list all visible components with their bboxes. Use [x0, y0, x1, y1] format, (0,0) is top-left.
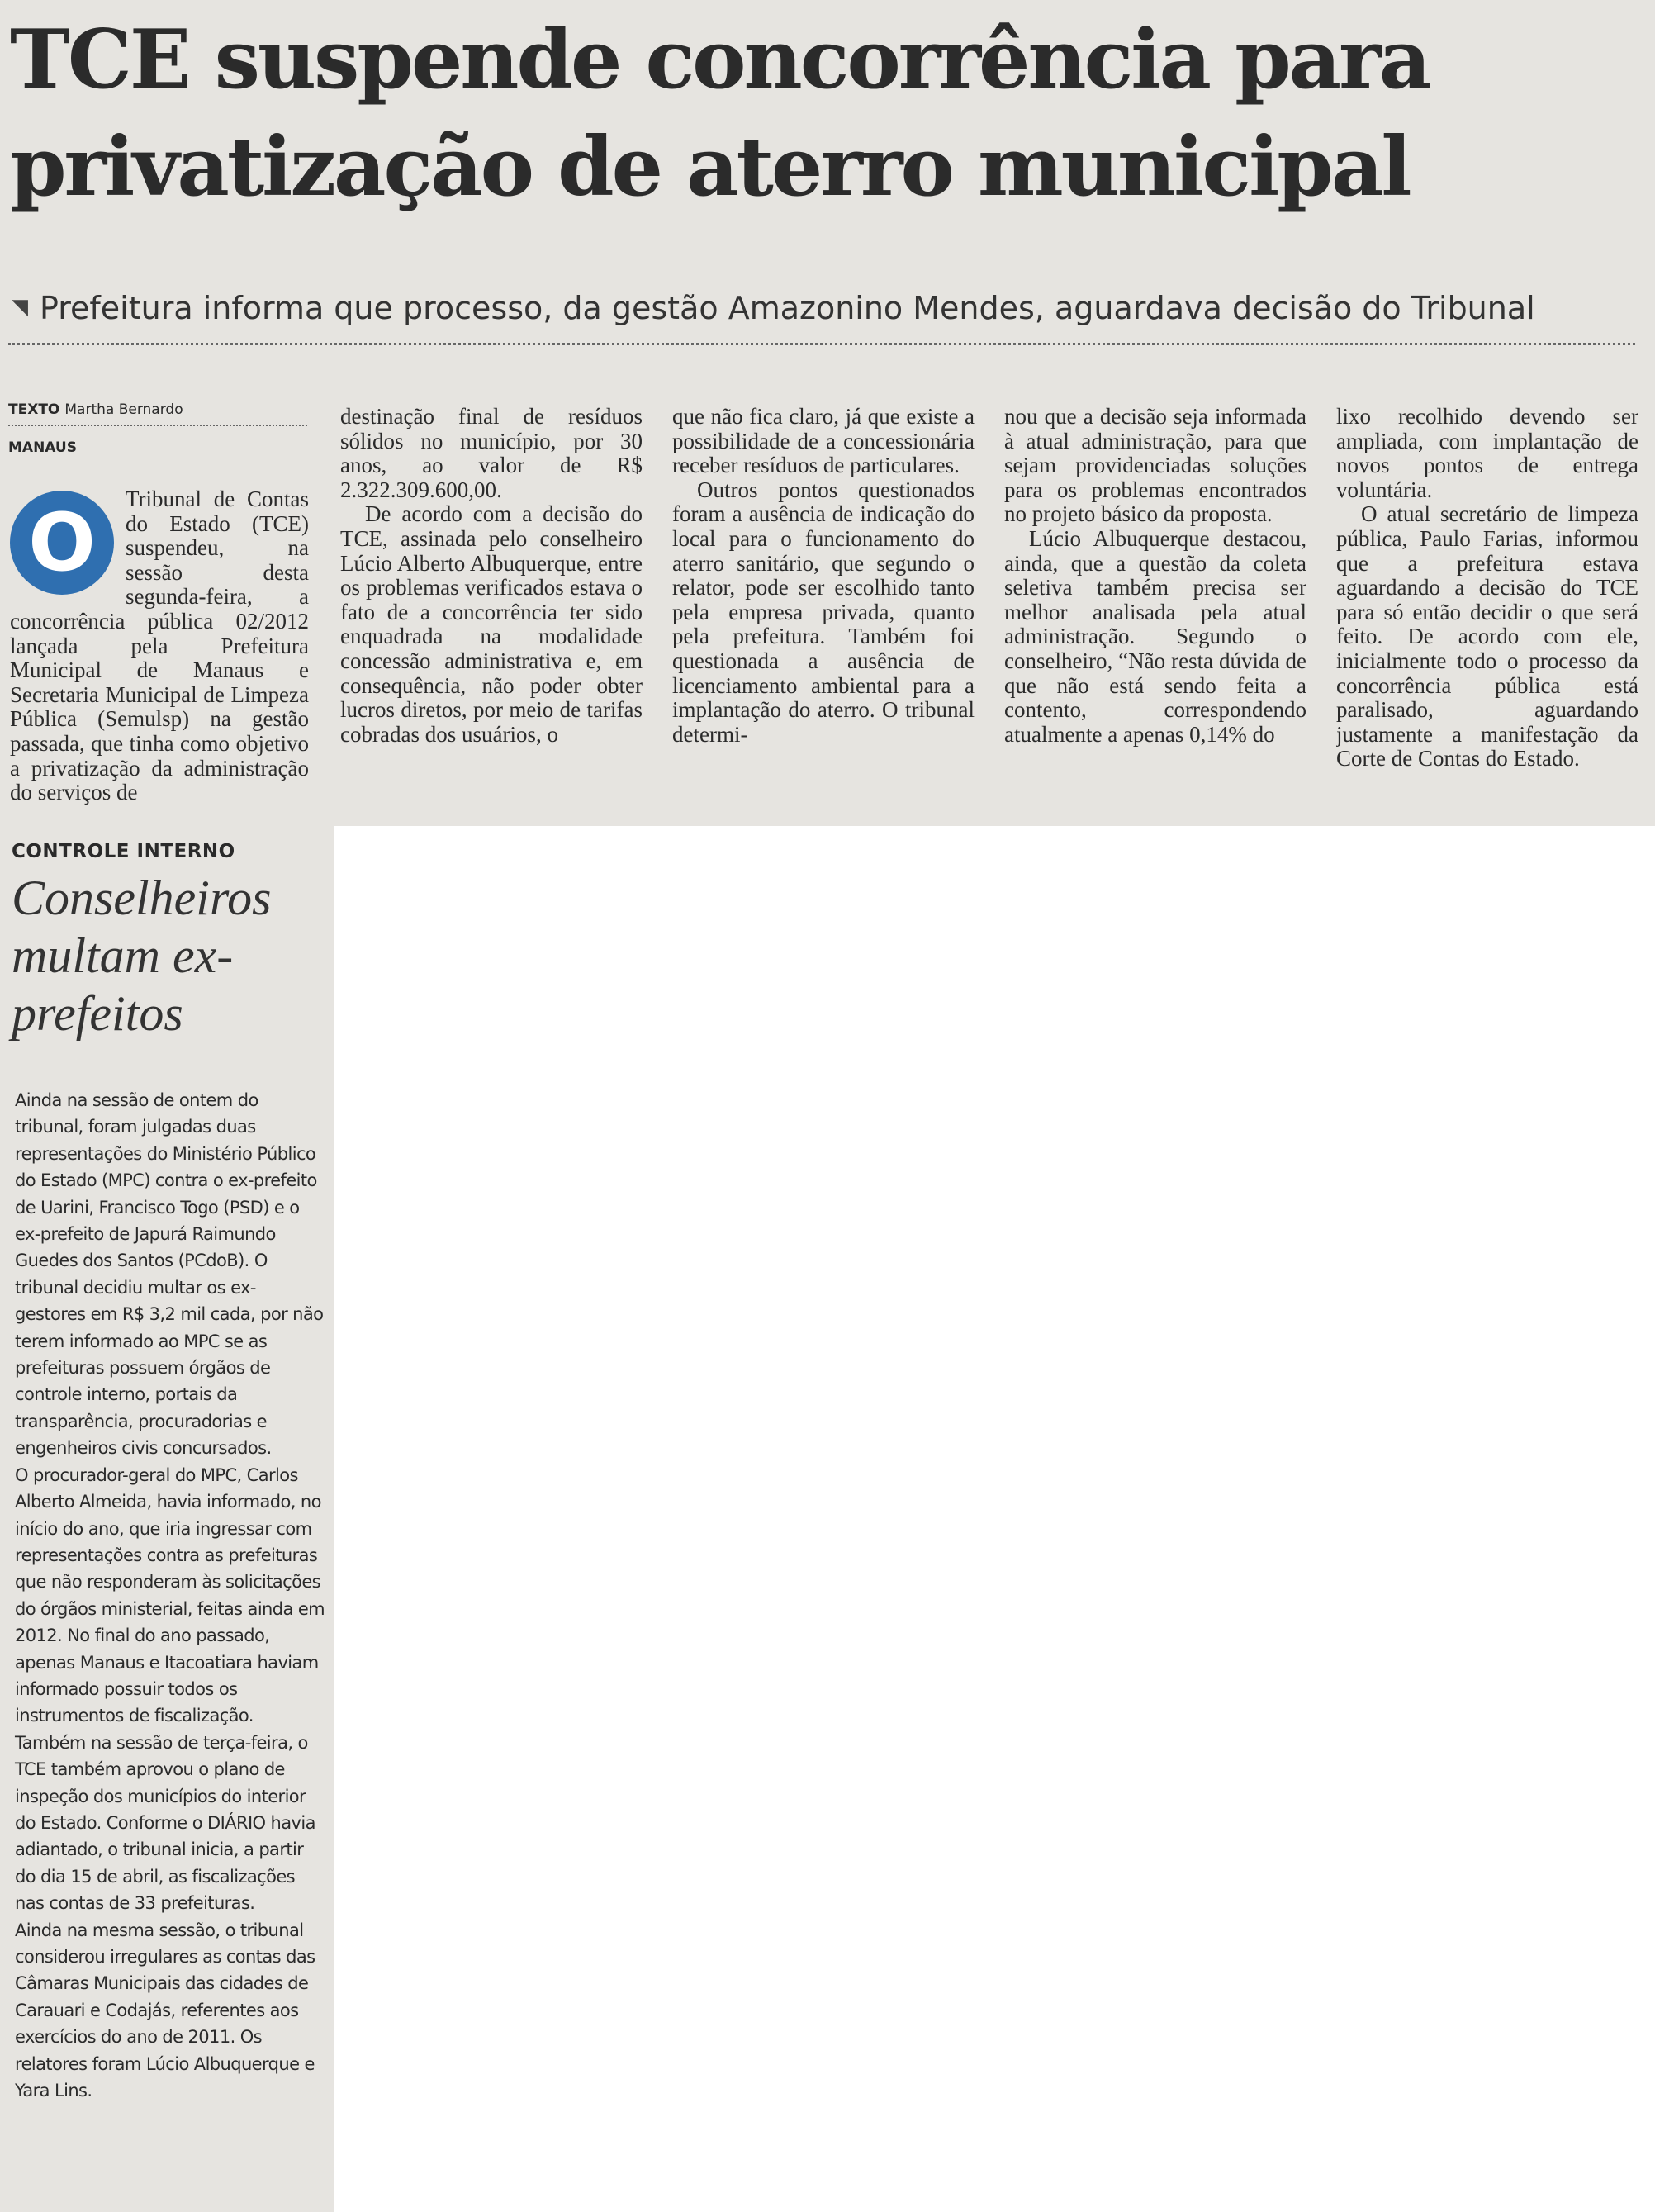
- article-paragraph: que não fica claro, já que existe a possibilidade de a concessionária receber resíduos de particulares.: [672, 405, 975, 478]
- article-column-2: [340, 405, 643, 818]
- article-paragraph: lixo recolhido devendo ser ampliada, com implantação de novos pontos de entrega voluntária.: [1336, 405, 1638, 502]
- byline-author: Martha Bernardo: [64, 401, 183, 418]
- article-column-3: [672, 405, 975, 818]
- article-column-1: [10, 487, 309, 818]
- triangle-bullet-icon: ◥: [12, 295, 28, 320]
- article-column-5: [1336, 405, 1638, 818]
- headline: TCE suspende concorrência para privatização de aterro municipal: [10, 12, 1430, 215]
- byline: [8, 400, 307, 420]
- sidebar-kicker: CONTROLE INTERNO: [12, 841, 235, 862]
- subheadline: [12, 287, 1638, 328]
- article-column-4: [1004, 405, 1306, 818]
- article-paragraph: O atual secretário de limpeza pública, Paulo Farias, informou que a prefeitura estava aguardando a decisão do TCE para só então decidir o que será feito. De acordo com ele, inicialmente todo o processo da concorrência pública está paralisado, aguardando justamente a manifestação da Corte de Contas do Estado.: [1336, 501, 1638, 771]
- sidebar-paragraph: Ainda na sessão de ontem do tribunal, foram julgadas duas representações do Ministério Público do Estado (MPC) contra o ex-prefeito de Uarini, Francisco Togo (PSD) e o ex-prefeito de Japurá Raimundo Guedes dos Santos (PCdoB). O tribunal decidiu multar os ex-gestores em R$ 3,2 mil cada, por não terem informado ao MPC se as prefeituras possuem órgãos de controle interno, portais da transparência, procuradorias e engenheiros civis concursados.: [15, 1090, 324, 1459]
- article-paragraph: Outros pontos questionados foram a ausência de indicação do local para o funcionamento do aterro sanitário, que segundo o relator, pode ser escolhido tanto pela empresa privada, quanto pela prefeitura. Também foi questionada a ausência de licenciamento ambiental para a implantação do aterro. O tribunal determi-: [672, 477, 975, 747]
- byline-divider: [8, 425, 307, 426]
- article-paragraph: nou que a decisão seja informada à atual administração, para que sejam providenciadas soluções para os problemas encontrados no projeto básico da proposta.: [1004, 405, 1306, 527]
- article-paragraph: destinação final de resíduos sólidos no município, por 30 anos, ao valor de R$ 2.322.309.600,00.: [340, 405, 643, 502]
- sidebar-paragraph: O procurador-geral do MPC, Carlos Alberto Almeida, havia informado, no início do ano, que iria ingressar com representações contra as prefeituras que não responderam às solicitações do órgãos ministerial, feitas ainda em 2012. No final do ano passado, apenas Manaus e Itacoatiara haviam informado possuir todos os instrumentos de fiscalização.: [15, 1464, 325, 1726]
- drop-cap: O: [10, 491, 114, 595]
- article-paragraph: De acordo com a decisão do TCE, assinada pelo conselheiro Lúcio Alberto Albuquerque, entre os problemas verificados estava o fato de a concorrência ter sido enquadrada na modalidade concessão administrativa e, em consequência, não poder obter lucros diretos, por meio de tarifas cobradas dos usuários, o: [340, 501, 643, 747]
- article-paragraph: Tribunal de Contas do Estado (TCE) suspendeu, na sessão desta segunda-feira, a concorrência pública 02/2012 lançada pela Prefeitura Municipal de Manaus e Secretaria Municipal de Limpeza Pública (Semulsp) na gestão passada, que tinha como objetivo a privatização da administração do serviços de: [10, 487, 309, 805]
- byline-label: TEXTO: [8, 401, 60, 418]
- subheadline-divider: [8, 343, 1635, 345]
- article-paragraph: Lúcio Albuquerque destacou, ainda, que a questão da coleta seletiva também precisa ser melhor analisada pela atual administração. Segundo o conselheiro, “Não resta dúvida de que não está sendo feita a contento, correspondendo atualmente a apenas 0,14% do: [1004, 525, 1306, 747]
- sidebar-title: Conselheiros multam ex-prefeitos: [12, 871, 272, 1041]
- sidebar-paragraph: Também na sessão de terça-feira, o TCE também aprovou o plano de inspeção dos municípios do interior do Estado. Conforme o DIÁRIO havia adiantado, o tribunal inicia, a partir do dia 15 de abril, as fiscalizações nas contas de 33 prefeituras.: [15, 1732, 315, 1914]
- dateline: MANAUS: [8, 439, 77, 456]
- subheadline-text: Prefeitura informa que processo, da gestão Amazonino Mendes, aguardava decisão do Tribunal: [40, 290, 1535, 326]
- sidebar-body: [15, 1087, 325, 2104]
- sidebar-paragraph: Ainda na mesma sessão, o tribunal considerou irregulares as contas das Câmaras Municipais das cidades de Carauari e Codajás, referentes aos exercícios do ano de 2011. Os relatores foram Lúcio Albuquerque e Yara Lins.: [15, 1920, 315, 2101]
